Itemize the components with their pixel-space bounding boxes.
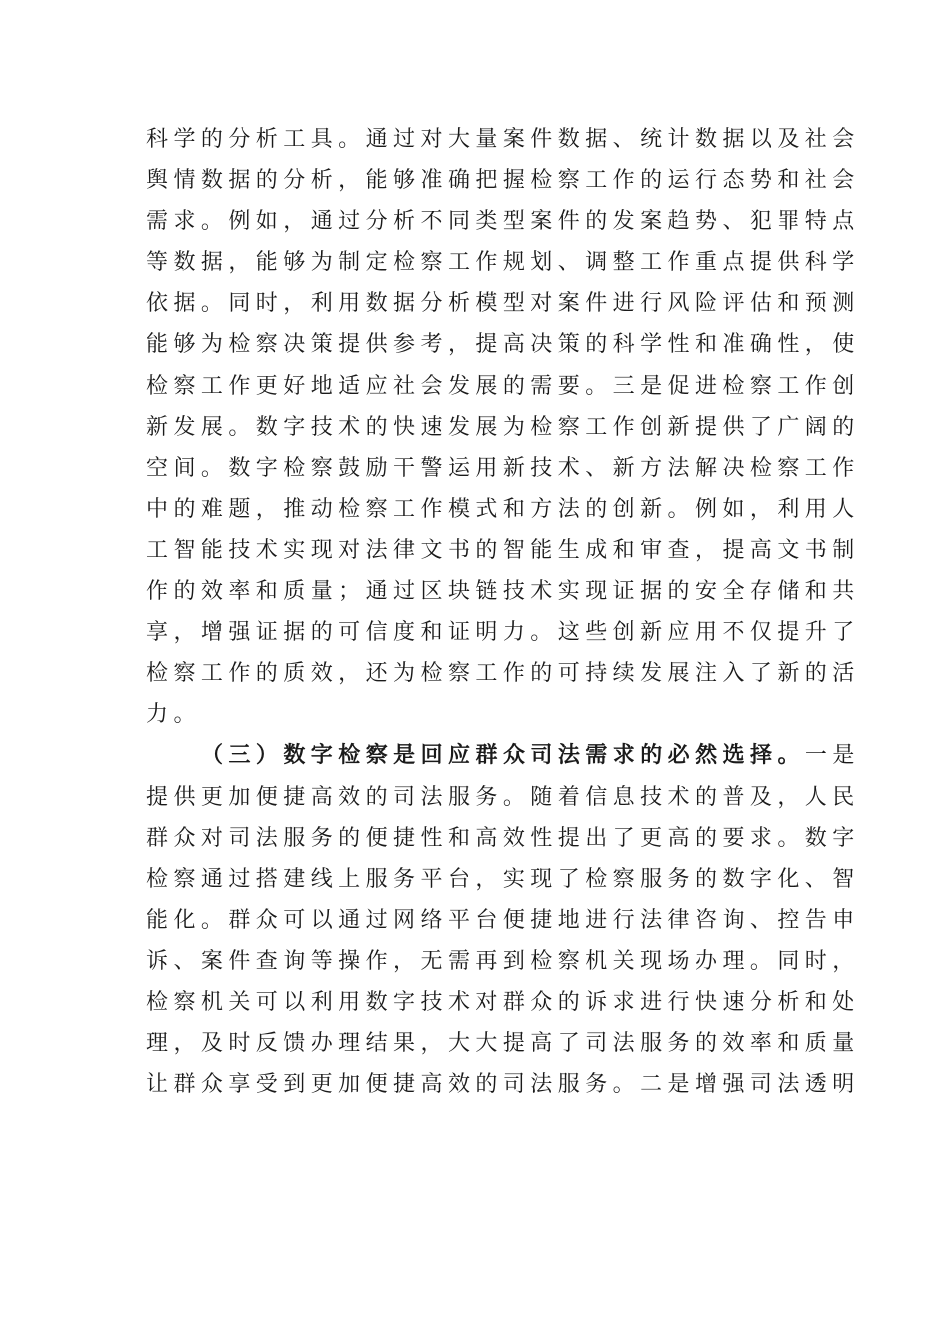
- text-line: 舆情数据的分析，能够准确把握检察工作的运行态势和社会: [146, 168, 860, 194]
- text-line: 新发展。数字技术的快速发展为检察工作创新提供了广阔的: [146, 414, 860, 440]
- text-line: 能化。群众可以通过网络平台便捷地进行法律咨询、控告申: [146, 907, 860, 933]
- text-line: 提供更加便捷高效的司法服务。随着信息技术的普及，人民: [146, 784, 860, 810]
- text-line: 依据。同时，利用数据分析模型对案件进行风险评估和预测: [146, 291, 860, 317]
- text-line: 诉、案件查询等操作，无需再到检察机关现场办理。同时，: [146, 948, 860, 974]
- text-line: 理，及时反馈办理结果，大大提高了司法服务的效率和质量: [146, 1031, 860, 1057]
- text-line: 检察通过搭建线上服务平台，实现了检察服务的数字化、智: [146, 866, 860, 892]
- paragraph-1: [146, 119, 860, 735]
- paragraph-2: [146, 735, 860, 1105]
- text-line: 享，增强证据的可信度和证明力。这些创新应用不仅提升了: [146, 620, 860, 646]
- text-line: 力。: [146, 702, 201, 728]
- text-line: 检察机关可以利用数字技术对群众的诉求进行快速分析和处: [146, 989, 860, 1015]
- text-line: 中的难题，推动检察工作模式和方法的创新。例如，利用人: [146, 496, 860, 522]
- text-line: 科学的分析工具。通过对大量案件数据、统计数据以及社会: [146, 127, 860, 152]
- section-heading: （三）数字检察是回应群众司法需求的必然选择。: [201, 742, 805, 769]
- document-page: [146, 119, 860, 1105]
- text-line: 能够为检察决策提供参考，提高决策的科学性和准确性，使: [146, 332, 860, 358]
- text-line: 等数据，能够为制定检察工作规划、调整工作重点提供科学: [146, 250, 860, 276]
- text-line: 检察工作更好地适应社会发展的需要。三是促进检察工作创: [146, 373, 860, 399]
- section-heading-line: [146, 735, 860, 776]
- heading-tail-text: 一是: [804, 743, 860, 769]
- text-line: 工智能技术实现对法律文书的智能生成和审查，提高文书制: [146, 537, 860, 563]
- text-line: 作的效率和质量；通过区块链技术实现证据的安全存储和共: [146, 579, 860, 605]
- text-line: 检察工作的质效，还为检察工作的可持续发展注入了新的活: [146, 661, 860, 687]
- text-line: 让群众享受到更加便捷高效的司法服务。二是增强司法透明: [146, 1072, 860, 1098]
- text-line: 需求。例如，通过分析不同类型案件的发案趋势、犯罪特点: [146, 209, 860, 235]
- text-line: 空间。数字检察鼓励干警运用新技术、新方法解决检察工作: [146, 455, 860, 481]
- text-line: 群众对司法服务的便捷性和高效性提出了更高的要求。数字: [146, 825, 860, 851]
